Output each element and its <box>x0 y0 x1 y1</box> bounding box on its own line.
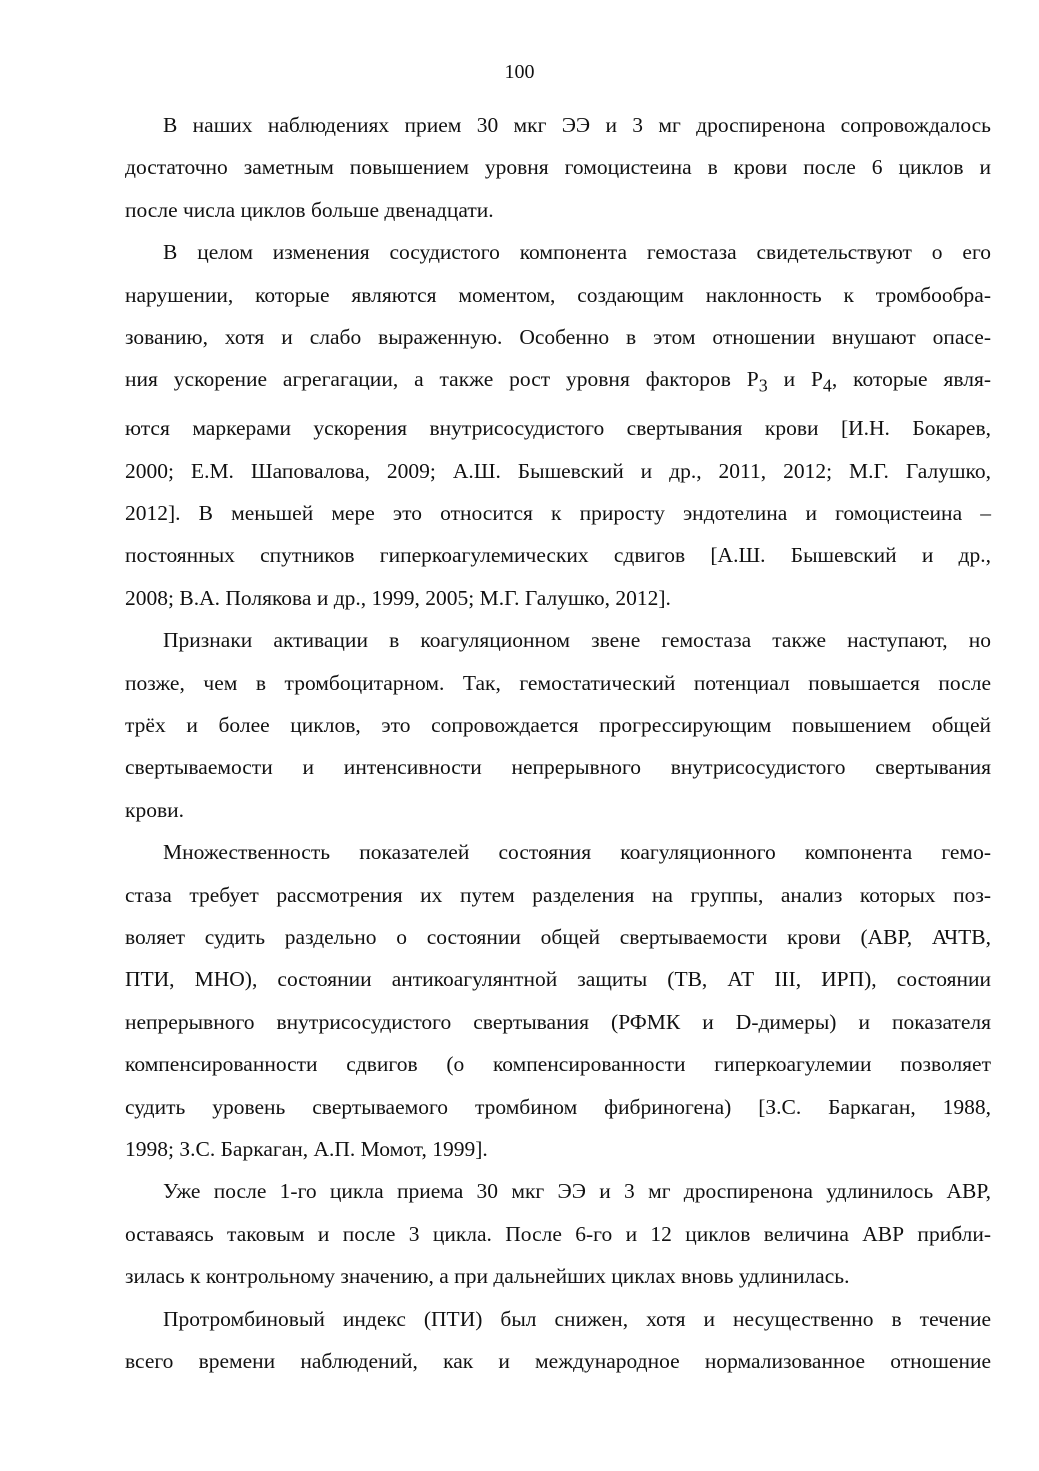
factors-text-tail: , которые явля- <box>831 367 991 392</box>
paragraph-4 <box>125 831 991 1170</box>
text-line: постоянных спутников гиперкоагулемических сдвигов [А.Ш. Бышевский и др., <box>125 543 991 568</box>
text-line: 2012]. В меньшей мере это относится к приросту эндотелина и гомоцистеина – <box>125 500 991 525</box>
text-line: трёх и более циклов, это сопровождается прогрессирующим повышением общей <box>125 712 991 737</box>
text-line: Признаки активации в коагуляционном звене гемостаза также наступают, но <box>163 628 991 653</box>
text-line: всего времени наблюдений, как и международное нормализованное отношение <box>125 1349 991 1374</box>
text-line: ПТИ, МНО), состоянии антикоагулянтной защиты (ТВ, АТ III, ИРП), состоянии <box>125 967 991 992</box>
text-line: позже, чем в тромбоцитарном. Так, гемостатический потенциал повышается после <box>125 670 991 695</box>
text-line: стаза требует рассмотрения их путем разделения на группы, анализ которых поз- <box>125 882 991 907</box>
text-line: оставаясь таковым и после 3 цикла. После 6-го и 12 циклов величина АВР прибли- <box>125 1221 991 1246</box>
factor-subscript-4: 4 <box>822 375 832 396</box>
text-line: после числа циклов больше двенадцати. <box>125 197 494 222</box>
text-line: свертываемости и интенсивности непрерывного внутрисосудистого свертывания <box>125 755 991 780</box>
text-line: воляет судить раздельно о состоянии общей свертываемости крови (АВР, АЧТВ, <box>125 925 991 950</box>
text-line: Множественность показателей состояния коагуляционного компонента гемо- <box>163 840 991 865</box>
paragraph-2 <box>125 231 991 619</box>
text-line: судить уровень свертываемого тромбином фибриногена) [З.С. Баркаган, 1988, <box>125 1094 991 1119</box>
page-number: 100 <box>504 61 535 83</box>
paragraph-6 <box>125 1298 991 1383</box>
factors-text: ния ускорение агрегагации, а также рост уровня факторов Р <box>125 367 759 392</box>
text-line: 1998; З.С. Баркаган, А.П. Момот, 1999]. <box>125 1137 488 1162</box>
paragraph-3 <box>125 619 991 831</box>
factor-subscript-3: 3 <box>758 375 768 396</box>
text-line: 2008; В.А. Полякова и др., 1999, 2005; М.Г. Галушко, 2012]. <box>125 585 671 610</box>
text-line-factors <box>125 358 991 407</box>
text-line: зованию, хотя и слабо выраженную. Особенно в этом отношении внушают опасе- <box>125 325 991 350</box>
text-line: Уже после 1-го цикла приема 30 мкг ЭЭ и 3 мг дроспиренона удлинилось АВР, <box>163 1179 991 1204</box>
text-line: компенсированности сдвигов (о компенсированности гиперкоагулемии позволяет <box>125 1052 991 1077</box>
factors-text-mid: и Р <box>767 367 823 392</box>
paragraph-5 <box>125 1170 991 1297</box>
text-line: достаточно заметным повышением уровня гомоцистеина в крови после 6 циклов и <box>125 155 991 180</box>
paragraph-1 <box>125 104 991 231</box>
text-line: В целом изменения сосудистого компонента гемостаза свидетельствуют о его <box>163 240 991 265</box>
text-line: ются маркерами ускорения внутрисосудистого свертывания крови [И.Н. Бокарев, <box>125 416 991 441</box>
text-line: нарушении, которые являются моментом, создающим наклонность к тромбообра- <box>125 282 991 307</box>
text-line: В наших наблюдениях прием 30 мкг ЭЭ и 3 мг дроспиренона сопровождалось <box>163 113 991 137</box>
text-line: зилась к контрольному значению, а при дальнейших циклах вновь удлинилась. <box>125 1264 850 1289</box>
text-line: непрерывного внутрисосудистого свертывания (РФМК и D-димеры) и показателя <box>125 1009 991 1034</box>
text-line: Протромбиновый индекс (ПТИ) был снижен, хотя и несущественно в течение <box>163 1306 991 1331</box>
text-line: 2000; Е.М. Шаповалова, 2009; А.Ш. Бышевский и др., 2011, 2012; М.Г. Галушко, <box>125 458 991 483</box>
text-line: крови. <box>125 797 184 822</box>
text-body <box>125 104 991 1382</box>
